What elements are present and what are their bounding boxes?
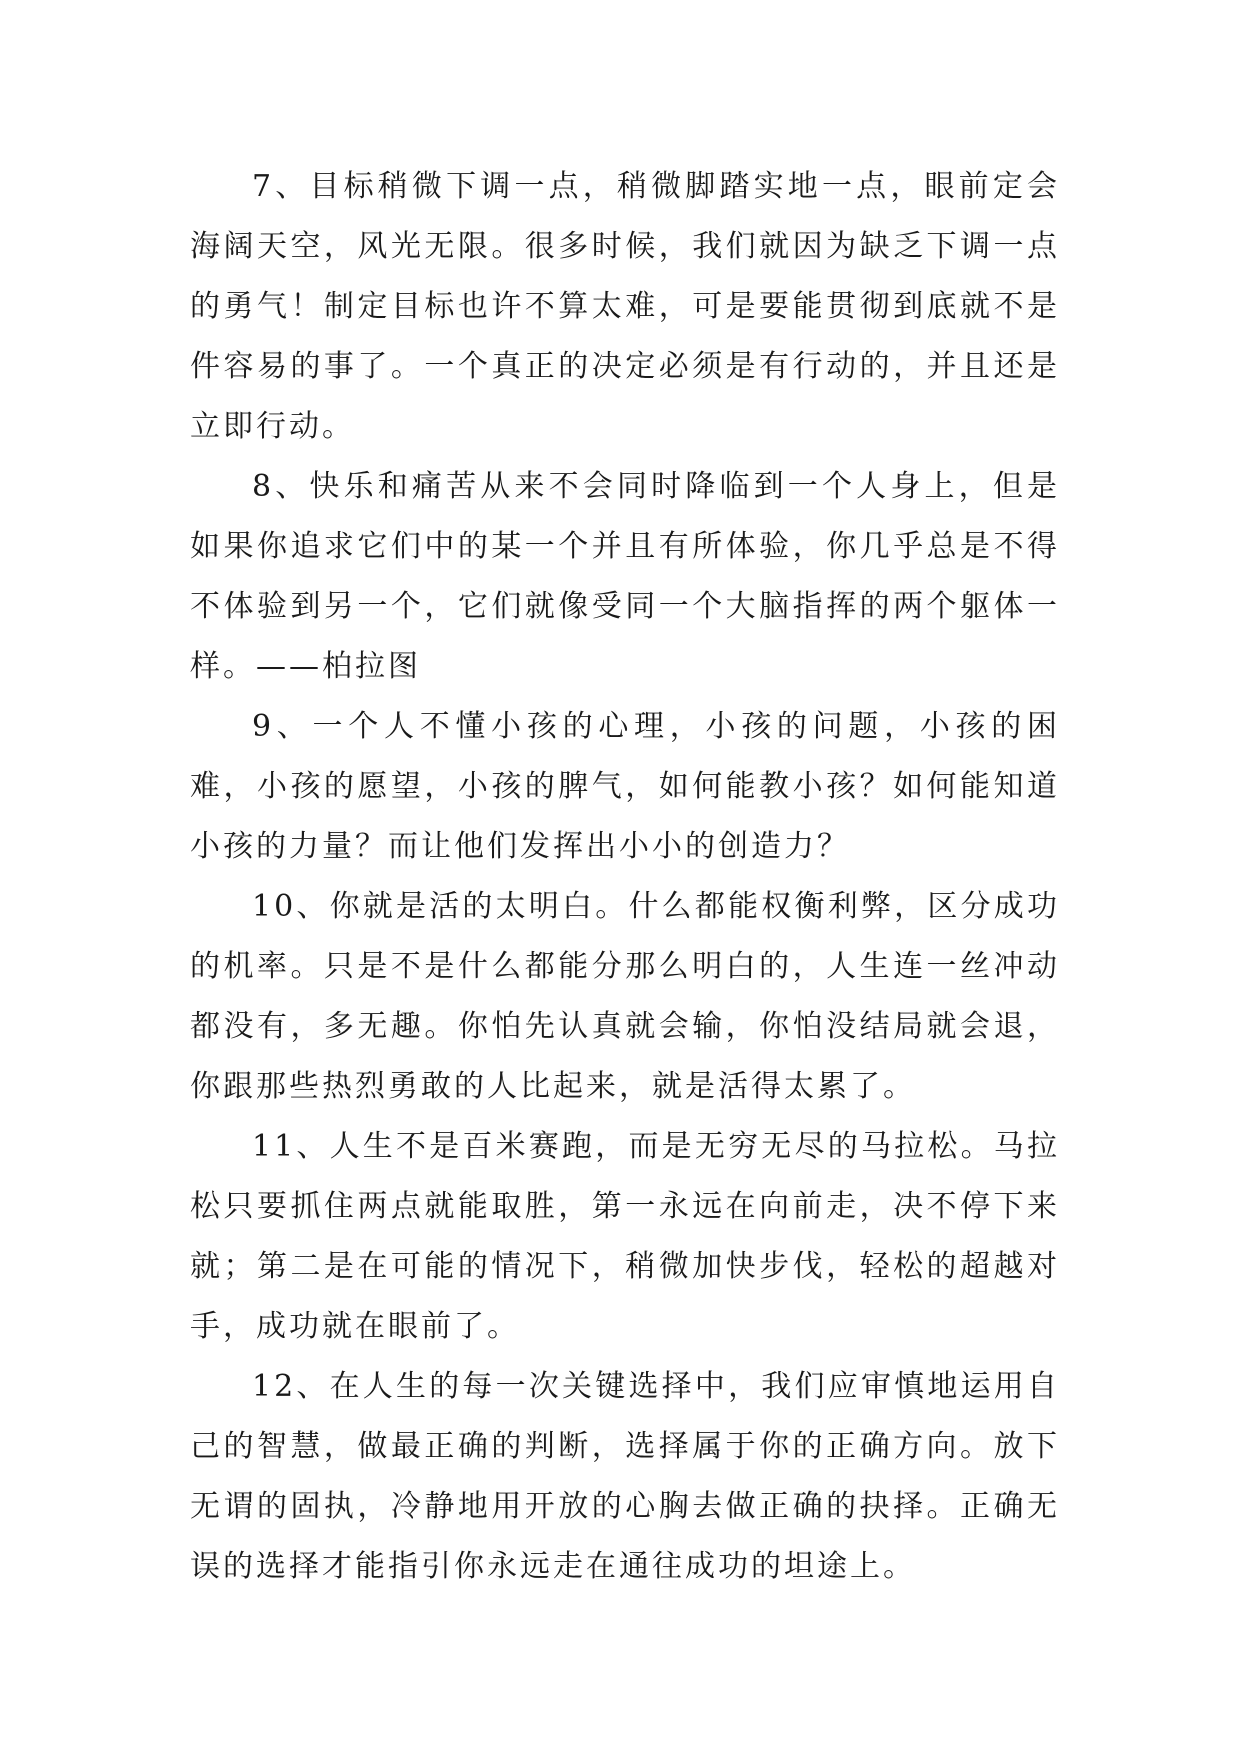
paragraph-7: 7、目标稍微下调一点，稍微脚踏实地一点，眼前定会海阔天空，风光无限。很多时候，我们就因为缺乏下调一点的勇气！制定目标也许不算太难，可是要能贯彻到底就不是件容易的事了。一个真正的决定必须是有行动的，并且还是立即行动。	[190, 169, 1060, 444]
paragraph-11: 11、人生不是百米赛跑，而是无穷无尽的马拉松。马拉松只要抓住两点就能取胜，第一永远在向前走，决不停下来就；第二是在可能的情况下，稍微加快步伐，轻松的超越对手，成功就在眼前了。	[190, 1129, 1060, 1344]
paragraph-10: 10、你就是活的太明白。什么都能权衡利弊，区分成功的机率。只是不是什么都能分那么明白的，人生连一丝冲动都没有，多无趣。你怕先认真就会输，你怕没结局就会退，你跟那些热烈勇敢的人比起来，就是活得太累了。	[190, 889, 1060, 1104]
document-page	[190, 157, 1060, 1597]
paragraph-8: 8、快乐和痛苦从来不会同时降临到一个人身上，但是如果你追求它们中的某一个并且有所体验，你几乎总是不得不体验到另一个，它们就像受同一个大脑指挥的两个躯体一样。——柏拉图	[190, 469, 1060, 684]
paragraph-9: 9、一个人不懂小孩的心理，小孩的问题，小孩的困难，小孩的愿望，小孩的脾气，如何能教小孩？如何能知道小孩的力量？而让他们发挥出小小的创造力？	[190, 709, 1060, 864]
paragraph-12: 12、在人生的每一次关键选择中，我们应审慎地运用自己的智慧，做最正确的判断，选择属于你的正确方向。放下无谓的固执，冷静地用开放的心胸去做正确的抉择。正确无误的选择才能指引你永远走在通往成功的坦途上。	[190, 1369, 1060, 1584]
